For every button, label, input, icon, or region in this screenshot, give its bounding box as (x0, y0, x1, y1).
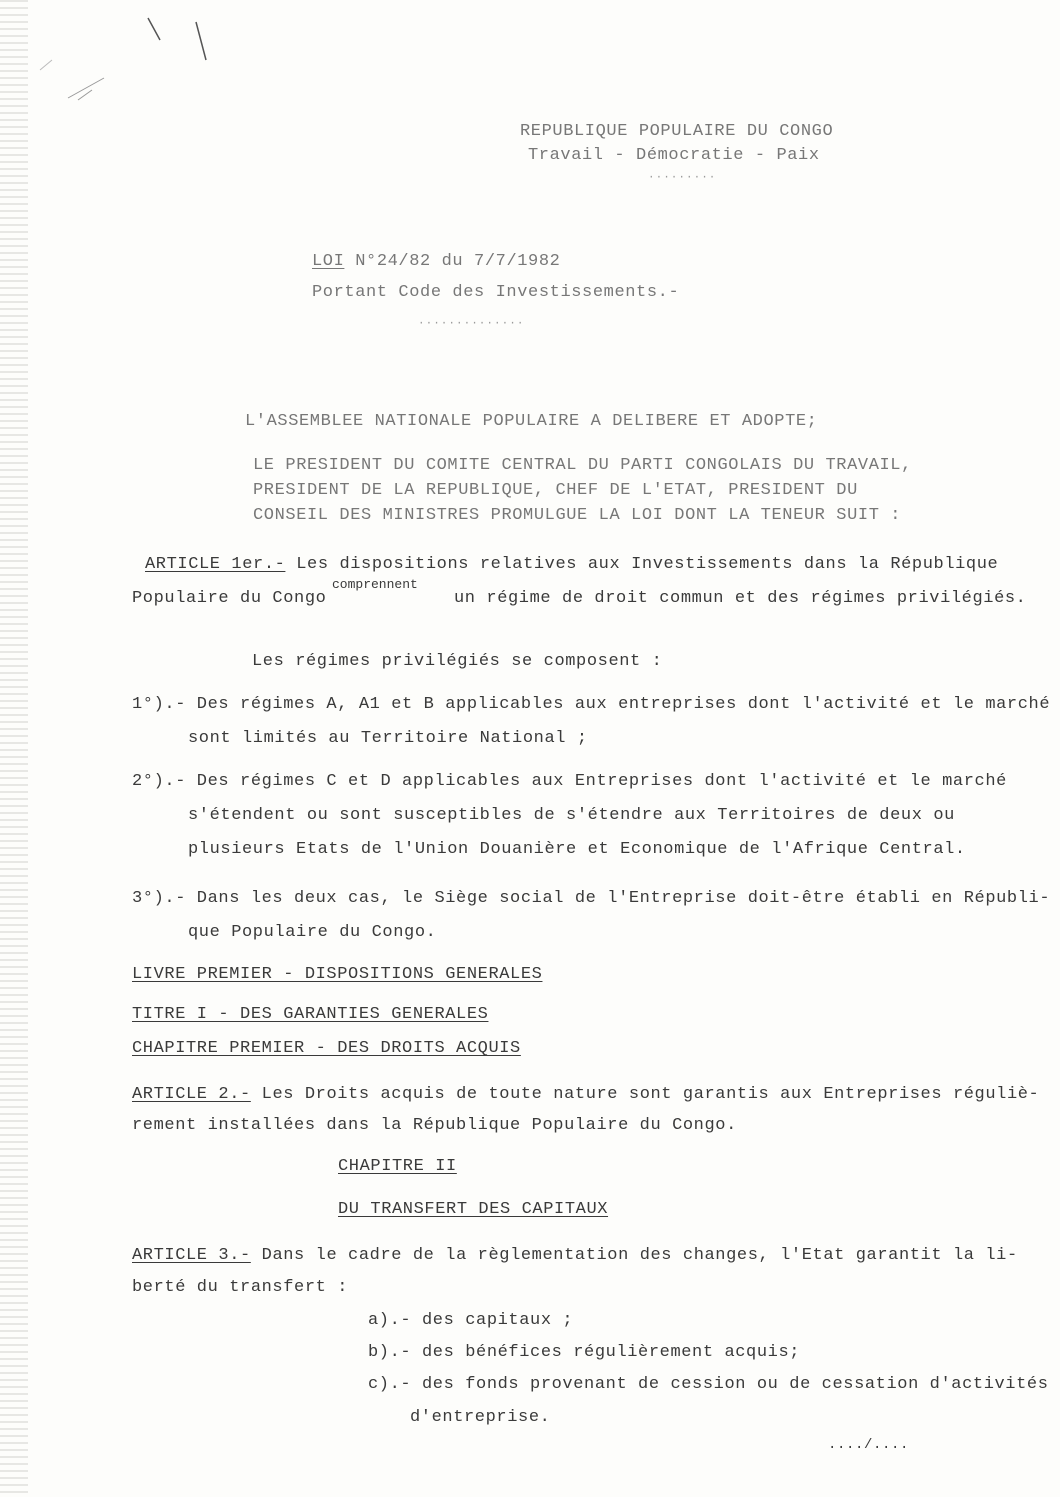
scan-edge-noise (0, 0, 28, 1497)
article-2-label: ARTICLE 2.- (132, 1085, 251, 1104)
preamble-line-1: L'ASSEMBLEE NATIONALE POPULAIRE A DELIBERE ET ADOPTE; (245, 412, 818, 431)
article-3-item-c-line-1: c).- des fonds provenant de cession ou de cessation d'activités (368, 1375, 1049, 1394)
item-1-line-1: 1°).- Des régimes A, A1 et B applicables aux entreprises dont l'activité et le marché (132, 695, 1051, 714)
item-1-line-2: sont limités au Territoire National ; (188, 729, 588, 748)
article-3-line-1 (132, 1246, 1018, 1265)
item-3-line-1: 3°).- Dans les deux cas, le Siège social de l'Entreprise doit-être établi en Républi- (132, 889, 1051, 908)
handwritten-marks (0, 0, 300, 140)
preamble-line-2: LE PRESIDENT DU COMITE CENTRAL DU PARTI CONGOLAIS DU TRAVAIL, (253, 456, 912, 475)
heading-livre: LIVRE PREMIER - DISPOSITIONS GENERALES (132, 965, 543, 984)
regimes-intro: Les régimes privilégiés se composent : (252, 652, 663, 671)
article-1-line-1 (145, 555, 998, 574)
page-continuation: ..../.... (828, 1437, 910, 1453)
header-republic: REPUBLIQUE POPULAIRE DU CONGO (520, 122, 834, 141)
article-1-line-2a: Populaire du Congo (132, 589, 327, 608)
heading-chapitre-1: CHAPITRE PREMIER - DES DROITS ACQUIS (132, 1039, 521, 1058)
header-separator: ········· (648, 172, 717, 184)
heading-chapitre-2: CHAPITRE II (338, 1157, 457, 1176)
law-subject: Portant Code des Investissements.- (312, 283, 680, 302)
article-3-item-a: a).- des capitaux ; (368, 1311, 574, 1330)
article-3-item-c-line-2: d'entreprise. (410, 1408, 551, 1427)
article-2-line-2: rement installées dans la République Populaire du Congo. (132, 1116, 737, 1135)
item-2-line-1: 2°).- Des régimes C et D applicables aux Entreprises dont l'activité et le marché (132, 772, 1007, 791)
law-prefix: LOI (312, 252, 345, 271)
title-separator: ·············· (418, 318, 525, 330)
article-3-line-2: berté du transfert : (132, 1278, 349, 1297)
item-2-line-2: s'étendent ou sont susceptibles de s'étendre aux Territoires de deux ou (188, 806, 955, 825)
heading-chapitre-2-subject: DU TRANSFERT DES CAPITAUX (338, 1200, 609, 1219)
item-2-line-3: plusieurs Etats de l'Union Douanière et Economique de l'Afrique Central. (188, 840, 966, 859)
article-1-line-2b: un régime de droit commun et des régimes privilégiés. (454, 589, 1027, 608)
law-title (312, 252, 560, 271)
article-1-text-1: Les dispositions relatives aux Investissements dans la République (296, 555, 999, 574)
law-number: N°24/82 du 7/7/1982 (355, 252, 561, 271)
article-3-label: ARTICLE 3.- (132, 1246, 251, 1265)
header-motto: Travail - Démocratie - Paix (528, 146, 820, 165)
article-1-insertion: comprennent (332, 577, 418, 592)
article-3-item-b: b).- des bénéfices régulièrement acquis; (368, 1343, 801, 1362)
article-2-line-1 (132, 1085, 1039, 1104)
preamble-line-3: PRESIDENT DE LA REPUBLIQUE, CHEF DE L'ETAT, PRESIDENT DU (253, 481, 858, 500)
article-2-text-1: Les Droits acquis de toute nature sont garantis aux Entreprises réguliè- (261, 1085, 1040, 1104)
article-3-text-1: Dans le cadre de la règlementation des changes, l'Etat garantit la li- (261, 1246, 1018, 1265)
heading-titre: TITRE I - DES GARANTIES GENERALES (132, 1005, 489, 1024)
preamble-line-4: CONSEIL DES MINISTRES PROMULGUE LA LOI DONT LA TENEUR SUIT : (253, 506, 902, 525)
article-1-label: ARTICLE 1er.- (145, 555, 286, 574)
item-3-line-2: que Populaire du Congo. (188, 923, 437, 942)
